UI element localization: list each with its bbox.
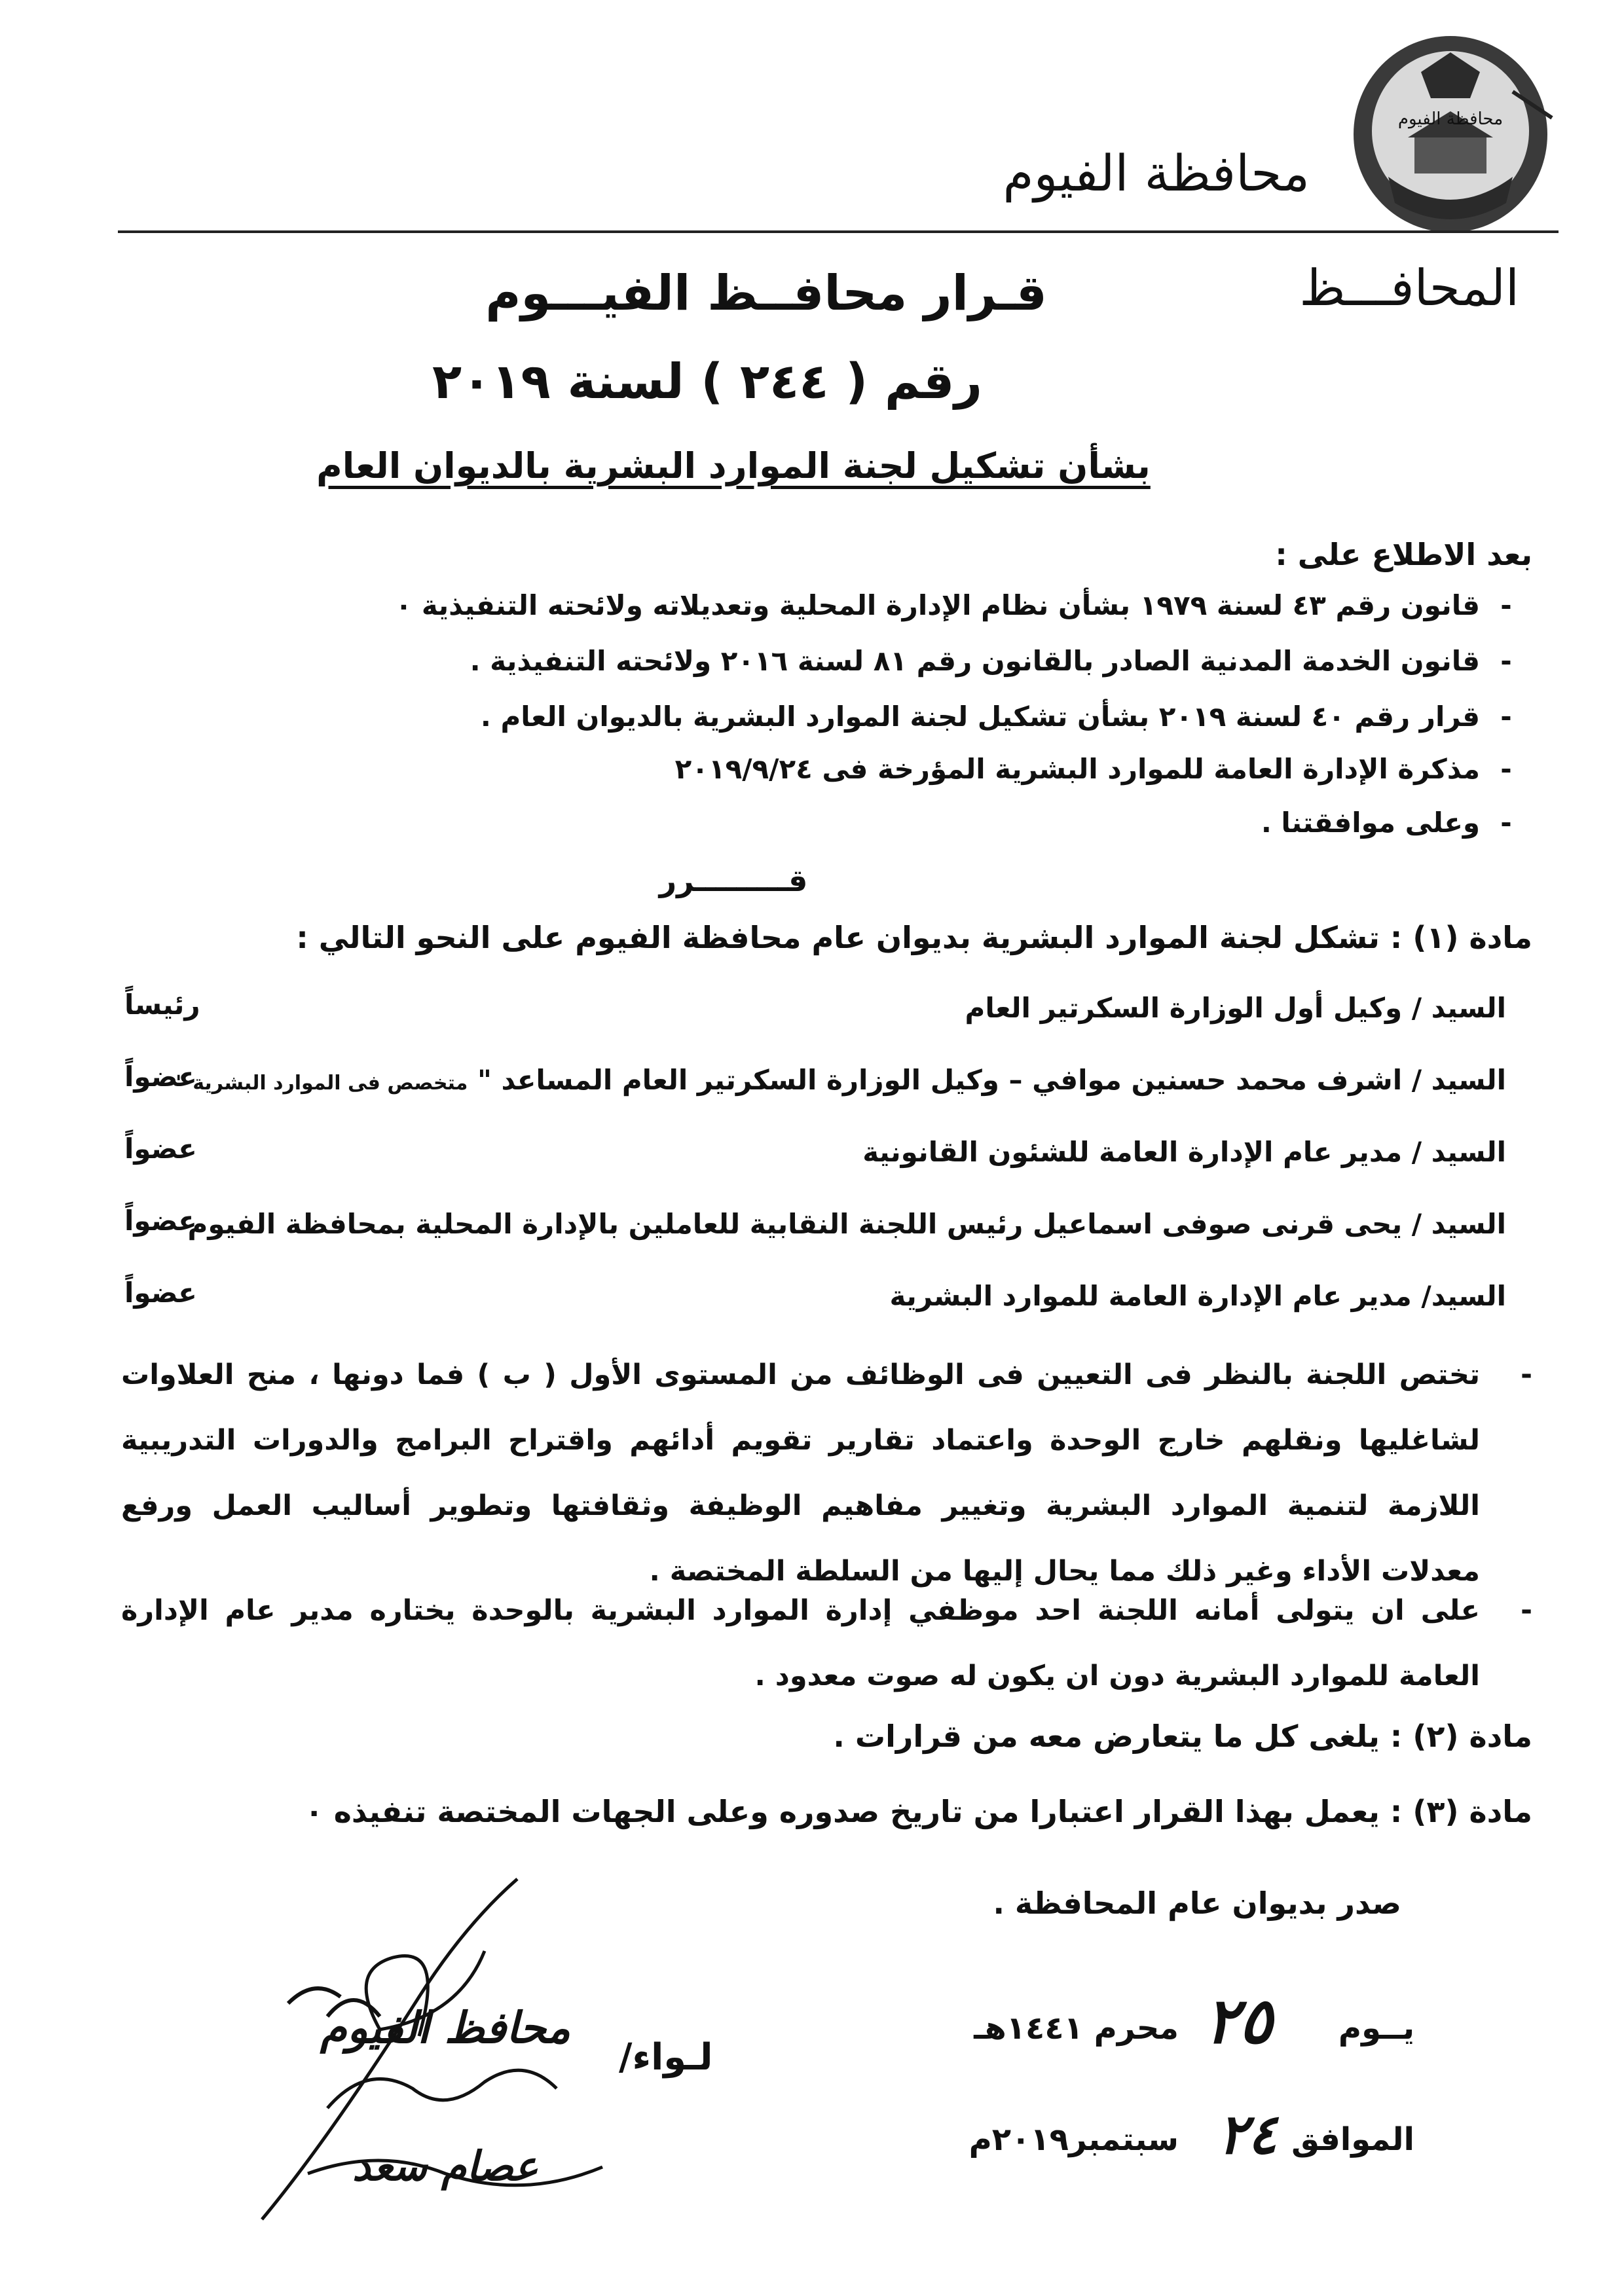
bullet-dash: -: [1500, 589, 1512, 621]
signatory-rank: لـواء/: [619, 2036, 713, 2079]
bullet-dash: -: [1500, 753, 1512, 785]
day-label: يــوم: [1338, 2010, 1414, 2047]
bullet-dash: -: [1521, 1594, 1532, 1627]
gregorian-month-year: سبتمبر٢٠١٩م: [969, 2121, 1179, 2158]
preamble-item-text: قانون الخدمة المدنية الصادر بالقانون رقم ٨١ لسنة ٢٠١٦ ولائحته التنفيذية .: [470, 645, 1480, 677]
preamble-item-text: مذكرة الإدارة العامة للموارد البشرية المؤرخة فى ٢٠١٩/٩/٢٤: [674, 753, 1480, 785]
committee-member: السيد / مدير عام الإدارة العامة للشئون القانونية: [862, 1136, 1506, 1168]
committee-member: [175, 1064, 1506, 1096]
article-2: مادة (٢) : يلغى كل ما يتعارض معه من قرارات .: [833, 1719, 1532, 1754]
decree-subject: [0, 445, 1624, 486]
governor-label: المحافـــظ: [1299, 259, 1519, 317]
member-role: عضواً: [124, 1061, 197, 1093]
member-role: عضواً: [124, 1133, 197, 1165]
decree-title-text: قـرار محافــظ الفيـــوم: [485, 265, 1047, 321]
issued-at: صدر بديوان عام المحافظة .: [993, 1886, 1401, 1921]
decree-title: [0, 265, 1624, 321]
bullet-dash: -: [1521, 1358, 1532, 1391]
preamble-item: [1261, 807, 1532, 839]
article-1: مادة (١) : تشكل لجنة الموارد البشرية بديوان عام محافظة الفيوم على النحو التالي :: [296, 920, 1532, 955]
decision-heading: [0, 863, 1624, 898]
preamble-item: [675, 753, 1532, 785]
preamble-item: [481, 701, 1532, 733]
member-role: عضواً: [124, 1205, 197, 1237]
member-role: رئيساً: [124, 989, 200, 1021]
preamble-item-text: قانون رقم ٤٣ لسنة ١٩٧٩ بشأن نظام الإدارة المحلية وتعديلاته ولائحته التنفيذية ٠: [395, 589, 1480, 621]
decision-heading-text: قـــــــــرر: [659, 863, 808, 898]
committee-duties-paragraph: [121, 1342, 1532, 1604]
preamble-intro: بعد الاطلاع على :: [1275, 537, 1532, 572]
decree-subject-text: بشأن تشكيل لجنة الموارد البشرية بالديوان العام: [316, 445, 1151, 486]
article-3: مادة (٣) : يعمل بهذا القرار اعتبارا من تاريخ صدوره وعلى الجهات المختصة تنفيذه ٠: [304, 1794, 1532, 1829]
committee-member: السيد / يحى قرنى صوفى اسماعيل رئيس اللجنة النقابية للعاملين بالإدارة المحلية بمحافظة الفيوم: [187, 1208, 1506, 1240]
decree-number-text: رقم ( ٢٤٤ ) لسنة ٢٠١٩: [432, 354, 982, 410]
handwritten-signature: [249, 1866, 655, 2232]
member-note: متخصص فى الموارد البشرية ": [175, 1072, 468, 1095]
member-role: عضواً: [124, 1277, 197, 1309]
hijri-month-year: محرم ١٤٤١هـ: [974, 2010, 1179, 2047]
preamble-item: [470, 645, 1532, 677]
committee-member: السيد/ مدير عام الإدارة العامة للموارد البشرية: [889, 1280, 1506, 1312]
header-divider: [118, 230, 1559, 233]
signature-title: محافظ الفيوم: [320, 2002, 570, 2053]
secretariat-paragraph: [121, 1578, 1532, 1709]
preamble-item: [396, 589, 1532, 621]
paragraph-text: تختص اللجنة بالنظر فى التعيين فى الوظائف من المستوى الأول ( ب ) فما دونها ، منح العلاوات لشاغليها ونقلهم خارج الوحدة واعتماد تقارير تقويم أدائهم واقتراح البرامج والدورات التدريبية اللازمة لتنمية الموارد البشرية وتغيير مفاهيم الوظيفة وثقافتها وتطوير أساليب العمل ورفع معدلات الأداء وغير ذلك مما يحال إليها من السلطة المختصة .: [121, 1358, 1480, 1588]
committee-member: السيد / وكيل أول الوزارة السكرتير العام: [965, 992, 1506, 1024]
governorate-seal-icon: [1342, 26, 1559, 242]
signature-name: عصام سعد: [352, 2142, 539, 2190]
paragraph-text: على ان يتولى أمانه اللجنة احد موظفي إدارة الموارد البشرية بالوحدة يختاره مدير عام الإدارة العامة للموارد البشرية دون ان يكون له صوت معدود .: [121, 1594, 1480, 1692]
bullet-dash: -: [1500, 645, 1512, 677]
bullet-dash: -: [1500, 701, 1512, 733]
hijri-day: ٢٥: [1205, 1984, 1273, 2058]
corresponding-label: الموافق: [1291, 2121, 1414, 2158]
preamble-item-text: وعلى موافقتنا .: [1261, 807, 1480, 839]
decree-number: [0, 354, 1624, 410]
member-name-text: السيد / اشرف محمد حسنين موافي – وكيل الوزارة السكرتير العام المساعد ": [468, 1064, 1506, 1096]
seal-text: محافظة الفيوم: [1397, 109, 1504, 129]
bullet-dash: -: [1500, 807, 1512, 839]
gregorian-day: ٢٤: [1218, 2102, 1278, 2166]
preamble-item-text: قرار رقم ٤٠ لسنة ٢٠١٩ بشأن تشكيل لجنة الموارد البشرية بالديوان العام .: [480, 701, 1480, 733]
governorate-header-name: محافظة الفيوم: [1003, 144, 1310, 202]
